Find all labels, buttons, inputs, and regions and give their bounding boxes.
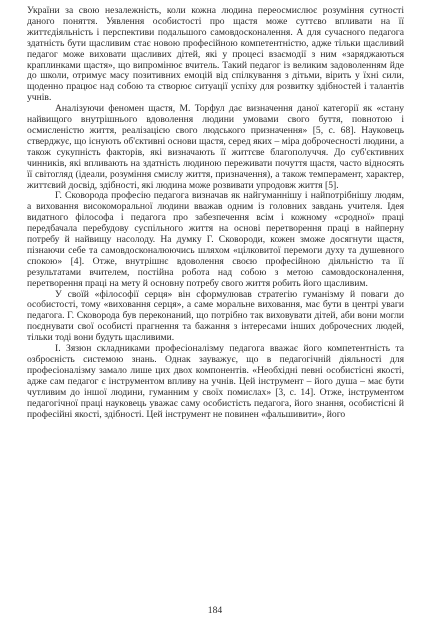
page-number: 184 [207, 605, 223, 616]
paragraph-4: У своїй «філософії серця» він сформулював стратегію гуманізму й поваги до особистості, тому «виховання серця», а саме моральне виховання, має бути в центрі уваги педагога. Г. Сковорода був переконаний, що потрібно так виховувати дітей, аби вони могли поєднувати свої особисті прагнення та бажання з інтересами інших доброчесних людей, тільки тоді вони будуть щасливими. [27, 288, 404, 344]
paragraph-2: Аналізуючи феномен щастя, М. Торфул дає визначення даної категорії як «стану найвищого внутрішнього вдоволення людини умовами свого буття, повнотою і осмисленістю життя, реалізацією свого людського призначення» [5, с. 68]. Науковець стверджує, що існують об'єктивні основи щастя, серед яких – міра доброчесності людини, а також сукупність факторів, які визначають її життєве благополуччя. До суб'єктивних чинників, які впливають на здатність людиною переживати почуття щастя, часто відносять її світогляд (ідеали, розуміння смислу життя, призначення), а також темперамент, характер, життєвий досвід, здібності, які людина може розвивати упродовж життя [5]. [27, 103, 404, 191]
paragraph-1: України за свою незалежність, коли кожна людина переосмислює розуміння сутності даного поняття. Уявлення особистості про щастя може суттєво впливати на її життєдіяльність і перспективи подальшого самовдосконалення. А для сучасного педагога здатність бути щасливим стає новою професійною компетентністю, адже тільки щасливий педагог може виховати щасливих дітей, які у процесі взаємодії з ним «заряджаються краплинками щастя», що випромінює вчитель. Такий педагог із великим задоволенням йде до школи, отримує масу позитивних емоцій від спілкування з дітьми, вірить у їхні сили, щоденно працює над собою та створює ситуації успіху для розвитку здібностей і талантів учнів. [27, 5, 404, 104]
paragraph-5: І. Зязюн складниками професіоналізму педагога вважає його компетентність та озброєність системою знань. Однак зауважує, що в педагогічній діяльності для професіоналізму замало лише цих двох компонентів. «Необхідні певні особистісні якості, адже сам педагог є інструментом впливу на учнів. Цей інструмент – його душа – має бути чутливим до іншої людини, гуманним у своїх помислах» [3, с. 14]. Отже, інструментом педагогічної праці науковець уважає саму особистість педагога, його знання, особистісні й професійні якості, здібності. Цей інструмент не повинен «фальшивити», його [27, 343, 404, 420]
paragraph-3: Г. Сковорода професію педагога визначав як найгуманнішу і найпотрібнішу людям, а виховання високоморальної людини вважав одним із головних завдань учителя. Ідея видатного філософа і педагога про забезпечення всім і кожному «сродної» праці передбачала перебудову суспільного життя на основі перетворення праці в найперну потребу й найвищу насолоду. На думку Г. Сковороди, кожен зможе досягнути щастя, пізнаючи себе та самовдосконалюючись шляхом «цілковитої перемоги духу та душевного спокою» [4]. Отже, внутрішнє вдоволення своєю професійною діяльністю та її результатами вчителем, постійна робота над собою з метою самовдосконалення, перетворення праці на мету й основну потребу свого життя робить його щасливим. [27, 190, 404, 289]
